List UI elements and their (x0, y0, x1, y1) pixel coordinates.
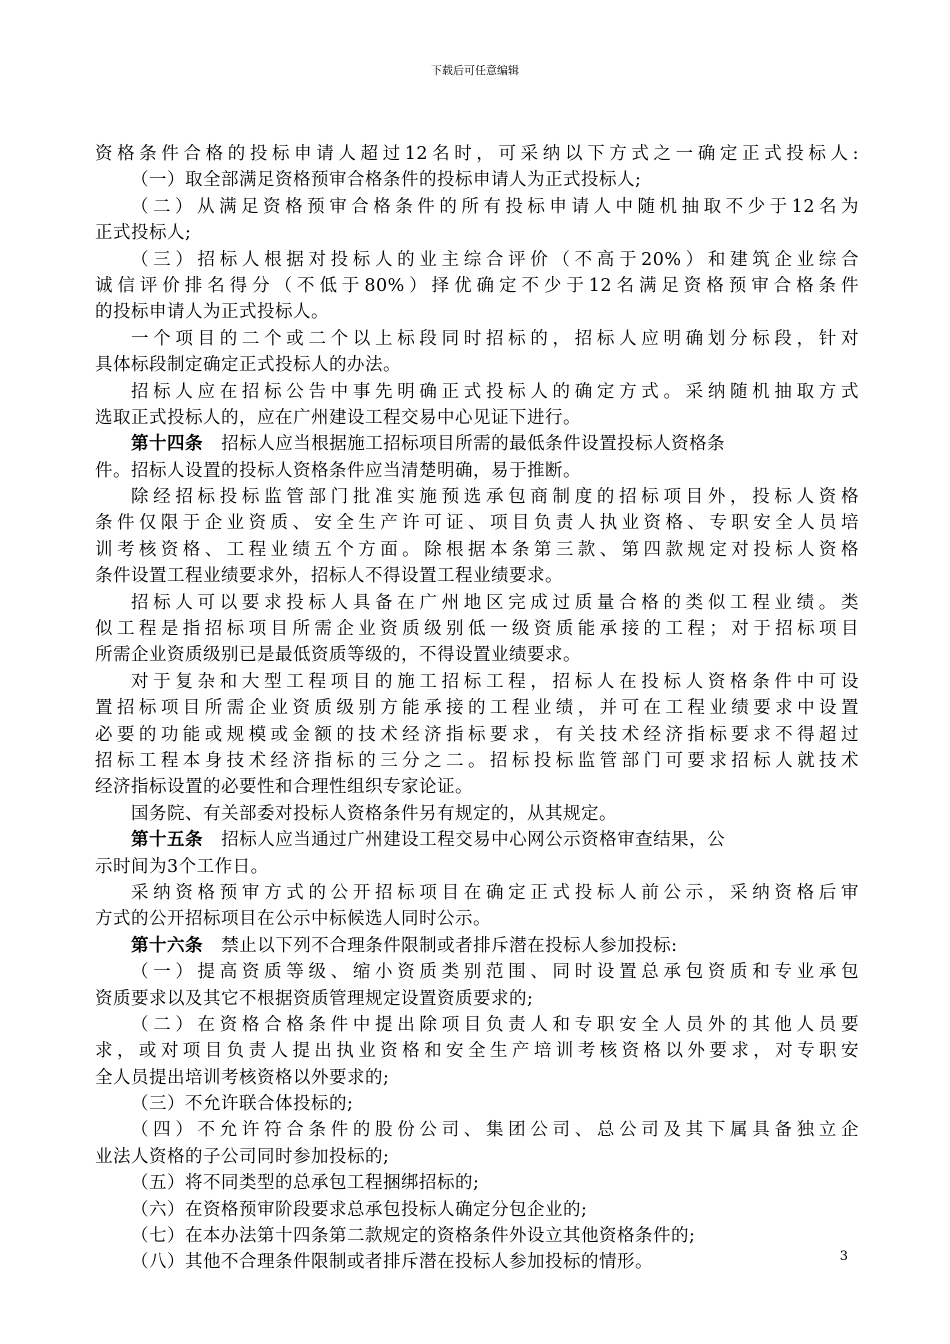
article-title: 第十五条 (131, 830, 203, 851)
text-line: 招标人可以要求投标人具备在广州地区完成过质量合格的类似工程业绩。类 (131, 592, 859, 613)
text-line: 训考核资格、工程业绩五个方面。除根据本条第三款、第四款规定对投标人资格 (95, 539, 859, 560)
text-line: 所需企业资质级别已是最低资质等级的，不得设置业绩要求。 (95, 645, 581, 666)
text-line: 置招标项目所需企业资质级别方能承接的工程业绩，并可在工程业绩要求中设置 (95, 698, 859, 719)
text-line: 经济指标设置的必要性和合理性组织专家论证。 (95, 777, 473, 798)
text-line: （八）其他不合理条件限制或者排斥潜在投标人参加投标的情形。 (131, 1252, 653, 1273)
text-line: （二）在资格合格条件中提出除项目负责人和专职安全人员外的其他人员要 (131, 1014, 859, 1035)
text-line: 条件设置工程业绩要求外，招标人不得设置工程业绩要求。 (95, 566, 563, 587)
text-line: （四）不允许符合条件的股份公司、集团公司、总公司及其下属具备独立企 (131, 1120, 859, 1141)
article-text: 招标人应当根据施工招标项目所需的最低条件设置投标人资格条 (203, 434, 726, 455)
text-line: （三）不允许联合体投标的; (131, 1094, 354, 1115)
text-line: （七）在本办法第十四条第二款规定的资格条件外设立其他资格条件的; (131, 1226, 696, 1247)
text-line: 正式投标人; (95, 223, 192, 244)
article-15-line (95, 827, 859, 853)
text-line: （一）提高资质等级、缩小资质类别范围、同时设置总承包资质和专业承包 (131, 962, 859, 983)
text-line: 招标工程本身技术经济指标的三分之二。招标投标监管部门可要求招标人就技术 (95, 750, 859, 771)
article-16-line (95, 933, 859, 959)
text-line: 国务院、有关部委对投标人资格条件另有规定的，从其规定。 (131, 803, 617, 824)
article-title: 第十六条 (131, 935, 203, 956)
text-line: 方式的公开招标项目在公示中标候选人同时公示。 (95, 909, 491, 930)
text-line: 求，或对项目负责人提出执业资格和安全生产培训考核资格以外要求，对专职安 (95, 1041, 859, 1062)
text-line: 示时间为3个工作日。 (95, 856, 269, 877)
page-number: 3 (839, 1249, 848, 1264)
text-line: 采纳资格预审方式的公开招标项目在确定正式投标人前公示，采纳资格后审 (131, 882, 859, 903)
page-header: 下载后可任意编辑 (431, 64, 519, 77)
text-line: 除经招标投标监管部门批准实施预选承包商制度的招标项目外，投标人资格 (131, 487, 859, 508)
text-line: 资格条件合格的投标申请人超过12名时，可采纳以下方式之一确定正式投标人: (95, 144, 859, 164)
text-line: 似工程是指招标项目所需企业资质级别低一级资质能承接的工程；对于招标项目 (95, 619, 859, 640)
text-line: 的投标申请人为正式投标人。 (95, 302, 329, 323)
text-line: 件。招标人设置的投标人资格条件应当清楚明确，易于推断。 (95, 460, 581, 481)
text-line: 资质要求以及其它不根据资质管理规定设置资质要求的; (95, 988, 534, 1009)
text-line: （二）从满足资格预审合格条件的所有投标申请人中随机抽取不少于12名为 (131, 196, 859, 217)
text-line: （三）招标人根据对投标人的业主综合评价（不高于20%）和建筑企业综合 (131, 249, 859, 270)
article-14-line (95, 431, 859, 457)
article-text: 禁止以下列不合理条件限制或者排斥潜在投标人参加投标: (203, 935, 678, 956)
text-line: （六）在资格预审阶段要求总承包投标人确定分包企业的; (131, 1199, 588, 1220)
text-line: 一个项目的二个或二个以上标段同时招标的，招标人应明确划分标段，针对 (131, 328, 859, 349)
text-line: 招标人应在招标公告中事先明确正式投标人的确定方式。采纳随机抽取方式 (131, 381, 859, 402)
article-text: 招标人应当通过广州建设工程交易中心网公示资格审查结果，公 (203, 830, 726, 851)
text-line: 具体标段制定确定正式投标人的办法。 (95, 355, 401, 376)
text-line: （一）取全部满足资格预审合格条件的投标申请人为正式投标人; (131, 170, 642, 191)
text-line: 条件仅限于企业资质、安全生产许可证、项目负责人执业资格、专职安全人员培 (95, 513, 859, 534)
text-line: 必要的功能或规模或金额的技术经济指标要求，有关技术经济指标要求不得超过 (95, 724, 859, 745)
text-line: （五）将不同类型的总承包工程捆绑招标的; (131, 1173, 480, 1194)
document-body (95, 141, 859, 1276)
text-line: 全人员提出培训考核资格以外要求的; (95, 1067, 390, 1088)
text-line: 对于复杂和大型工程项目的施工招标工程，招标人在投标人资格条件中可设 (131, 671, 859, 692)
text-line: 选取正式投标人的，应在广州建设工程交易中心见证下进行。 (95, 407, 581, 428)
article-title: 第十四条 (131, 434, 203, 455)
text-line: 诚信评价排名得分（不低于80%）择优确定不少于12名满足资格预审合格条件 (95, 275, 859, 296)
text-line: 业法人资格的子公司同时参加投标的; (95, 1146, 390, 1167)
